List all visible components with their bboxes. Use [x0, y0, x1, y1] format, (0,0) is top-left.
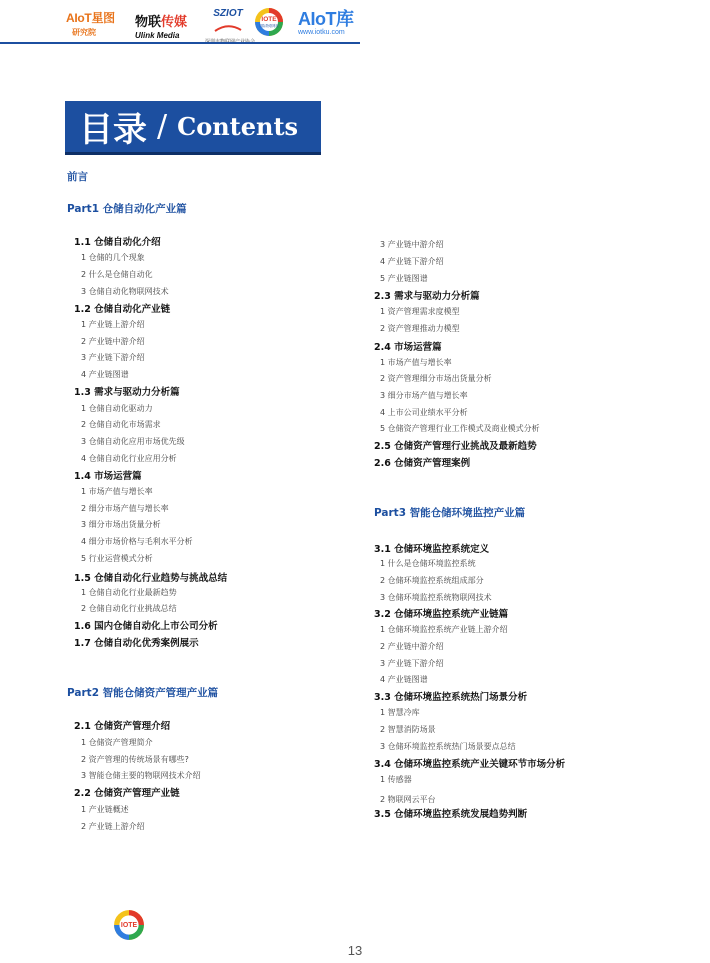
toc-section[interactable]: 1.7 仓储自动化优秀案例展示	[74, 638, 199, 649]
iote-logo	[254, 7, 284, 41]
aiotku-url: www.iotku.com	[298, 29, 345, 36]
aiot-research-sub: 研究院	[72, 28, 96, 37]
iote-badge-icon	[113, 909, 145, 941]
toc-part[interactable]: Part1 仓储自动化产业篇	[67, 203, 187, 215]
toc-item[interactable]: 2 仓储自动化行业挑战总结	[81, 604, 177, 613]
toc-section[interactable]: 3.3 仓储环境监控系统热门场景分析	[374, 692, 528, 703]
ulink-cn-black: 物联	[135, 15, 162, 30]
toc-item[interactable]: 1 市场产值与增长率	[380, 358, 452, 367]
toc-section[interactable]: 1.4 市场运营篇	[74, 471, 142, 482]
toc-section[interactable]: 2.5 仓储资产管理行业挑战及最新趋势	[374, 441, 537, 452]
title-en: Contents	[177, 112, 299, 141]
toc-section[interactable]: 3.2 仓储环境监控系统产业链篇	[374, 609, 509, 620]
toc-item[interactable]: 1 资产管理需求度模型	[380, 307, 460, 316]
toc-item[interactable]: 4 细分市场价格与毛利水平分析	[81, 537, 193, 546]
toc-item[interactable]: 3 仓储环境监控系统物联网技术	[380, 593, 492, 602]
aiotku-logo	[298, 9, 354, 36]
ulink-en: Ulink Media	[135, 31, 180, 40]
toc-section[interactable]: 1.5 仓储自动化行业趋势与挑战总结	[74, 573, 228, 584]
toc-item[interactable]: 3 智能仓储主要的物联网技术介绍	[81, 771, 201, 780]
toc-section[interactable]: 2.2 仓储资产管理产业链	[74, 788, 180, 799]
toc-item[interactable]: 3 细分市场产值与增长率	[380, 391, 468, 400]
sziot-logo	[205, 8, 251, 45]
contents-title-banner	[65, 101, 321, 152]
toc-item[interactable]: 2 细分市场产值与增长率	[81, 504, 169, 513]
toc-item[interactable]: 1 传感器	[380, 775, 412, 784]
toc-item[interactable]: 1 仓储的几个现象	[81, 253, 145, 262]
toc-item[interactable]: 3 仓储环境监控系统热门场景要点总结	[380, 742, 516, 751]
toc-item[interactable]: 3 产业链中游介绍	[380, 240, 444, 249]
toc-part[interactable]: Part2 智能仓储资产管理产业篇	[67, 687, 219, 699]
toc-item[interactable]: 2 什么是仓储自动化	[81, 270, 153, 279]
page-number: 13	[347, 943, 363, 958]
toc-item[interactable]: 1 仓储环境监控系统产业链上游介绍	[380, 625, 508, 634]
iote-badge-icon	[254, 7, 284, 37]
toc-item[interactable]: 1 仓储资产管理简介	[81, 738, 153, 747]
toc-section[interactable]: 2.6 仓储资产管理案例	[374, 458, 471, 469]
toc-section[interactable]: 1.3 需求与驱动力分析篇	[74, 387, 180, 398]
toc-item[interactable]: 1 产业链概述	[81, 805, 129, 814]
toc-section[interactable]: 2.4 市场运营篇	[374, 342, 442, 353]
ulink-cn-red: 传媒	[161, 15, 188, 30]
toc-item[interactable]: 4 产业链图谱	[380, 675, 428, 684]
footer-iote-logo	[113, 909, 145, 945]
toc-item[interactable]: 1 仓储自动化驱动力	[81, 404, 153, 413]
header-divider	[0, 42, 360, 44]
toc-item[interactable]: 3 仓储自动化物联网技术	[81, 287, 169, 296]
toc-item[interactable]: 3 仓储自动化应用市场优先级	[81, 437, 185, 446]
toc-section[interactable]: 3.5 仓储环境监控系统发展趋势判断	[374, 809, 528, 820]
toc-item[interactable]: 2 产业链上游介绍	[81, 822, 145, 831]
footer-logo-text: IOTE	[120, 922, 138, 930]
iote-name: IOTE	[261, 16, 277, 23]
toc-item[interactable]: 2 资产管理推动力模型	[380, 324, 460, 333]
toc-item[interactable]: 4 产业链图谱	[81, 370, 129, 379]
aiotku-name: AIoT库	[298, 9, 354, 29]
header-logo-strip	[0, 0, 710, 44]
toc-item[interactable]: 5 产业链图谱	[380, 274, 428, 283]
toc-item[interactable]: 2 资产管理的传统场景有哪些?	[81, 755, 189, 764]
toc-item[interactable]: 2 仓储自动化市场需求	[81, 420, 161, 429]
toc-item[interactable]: 1 市场产值与增长率	[81, 487, 153, 496]
toc-section[interactable]: 3.1 仓储环境监控系统定义	[374, 544, 490, 555]
toc-item[interactable]: 3 产业链下游介绍	[81, 353, 145, 362]
toc-item[interactable]: 2 物联网云平台	[380, 795, 436, 804]
toc-item[interactable]: 2 仓储环境监控系统组成部分	[380, 576, 484, 585]
toc-section[interactable]: 2.1 仓储资产管理介绍	[74, 721, 171, 732]
ulink-media-logo	[135, 11, 187, 40]
aiot-research-logo	[66, 9, 126, 38]
toc-item[interactable]: 4 上市公司业绩水平分析	[380, 408, 468, 417]
toc-part[interactable]: 前言	[67, 171, 88, 183]
toc-section[interactable]: 1.2 仓储自动化产业链	[74, 304, 171, 315]
title-cn: 目录	[79, 110, 147, 150]
toc-part[interactable]: Part3 智能仓储环境监控产业篇	[374, 507, 526, 519]
toc-item[interactable]: 3 产业链下游介绍	[380, 659, 444, 668]
toc-item[interactable]: 3 细分市场出货量分析	[81, 520, 161, 529]
toc-item[interactable]: 1 智慧冷库	[380, 708, 420, 717]
toc-item[interactable]: 2 产业链中游介绍	[81, 337, 145, 346]
toc-section[interactable]: 1.1 仓储自动化介绍	[74, 237, 161, 248]
sziot-swoosh-icon	[213, 24, 243, 34]
sziot-name: SZIOT	[213, 8, 243, 19]
aiot-research-name: AIoT星图	[66, 11, 115, 25]
toc-item[interactable]: 1 产业链上游介绍	[81, 320, 145, 329]
toc-section[interactable]: 2.3 需求与驱动力分析篇	[374, 291, 480, 302]
toc-item[interactable]: 2 产业链中游介绍	[380, 642, 444, 651]
title-separator: /	[157, 109, 168, 144]
toc-item[interactable]: 4 仓储自动化行业应用分析	[81, 454, 177, 463]
toc-item[interactable]: 1 仓储自动化行业最新趋势	[81, 588, 177, 597]
toc-item[interactable]: 2 资产管理细分市场出货量分析	[380, 374, 492, 383]
toc-section[interactable]: 1.6 国内仓储自动化上市公司分析	[74, 621, 218, 632]
toc-item[interactable]: 5 行业运营模式分析	[81, 554, 153, 563]
toc-item[interactable]: 1 什么是仓储环境监控系统	[380, 559, 476, 568]
toc-item[interactable]: 5 仓储资产管理行业工作模式及商业模式分析	[380, 424, 540, 433]
toc-item[interactable]: 2 智慧消防场景	[380, 725, 436, 734]
toc-item[interactable]: 4 产业链下游介绍	[380, 257, 444, 266]
toc-section[interactable]: 3.4 仓储环境监控系统产业关键环节市场分析	[374, 759, 566, 770]
iote-sub: 国际物联网展	[259, 24, 279, 28]
